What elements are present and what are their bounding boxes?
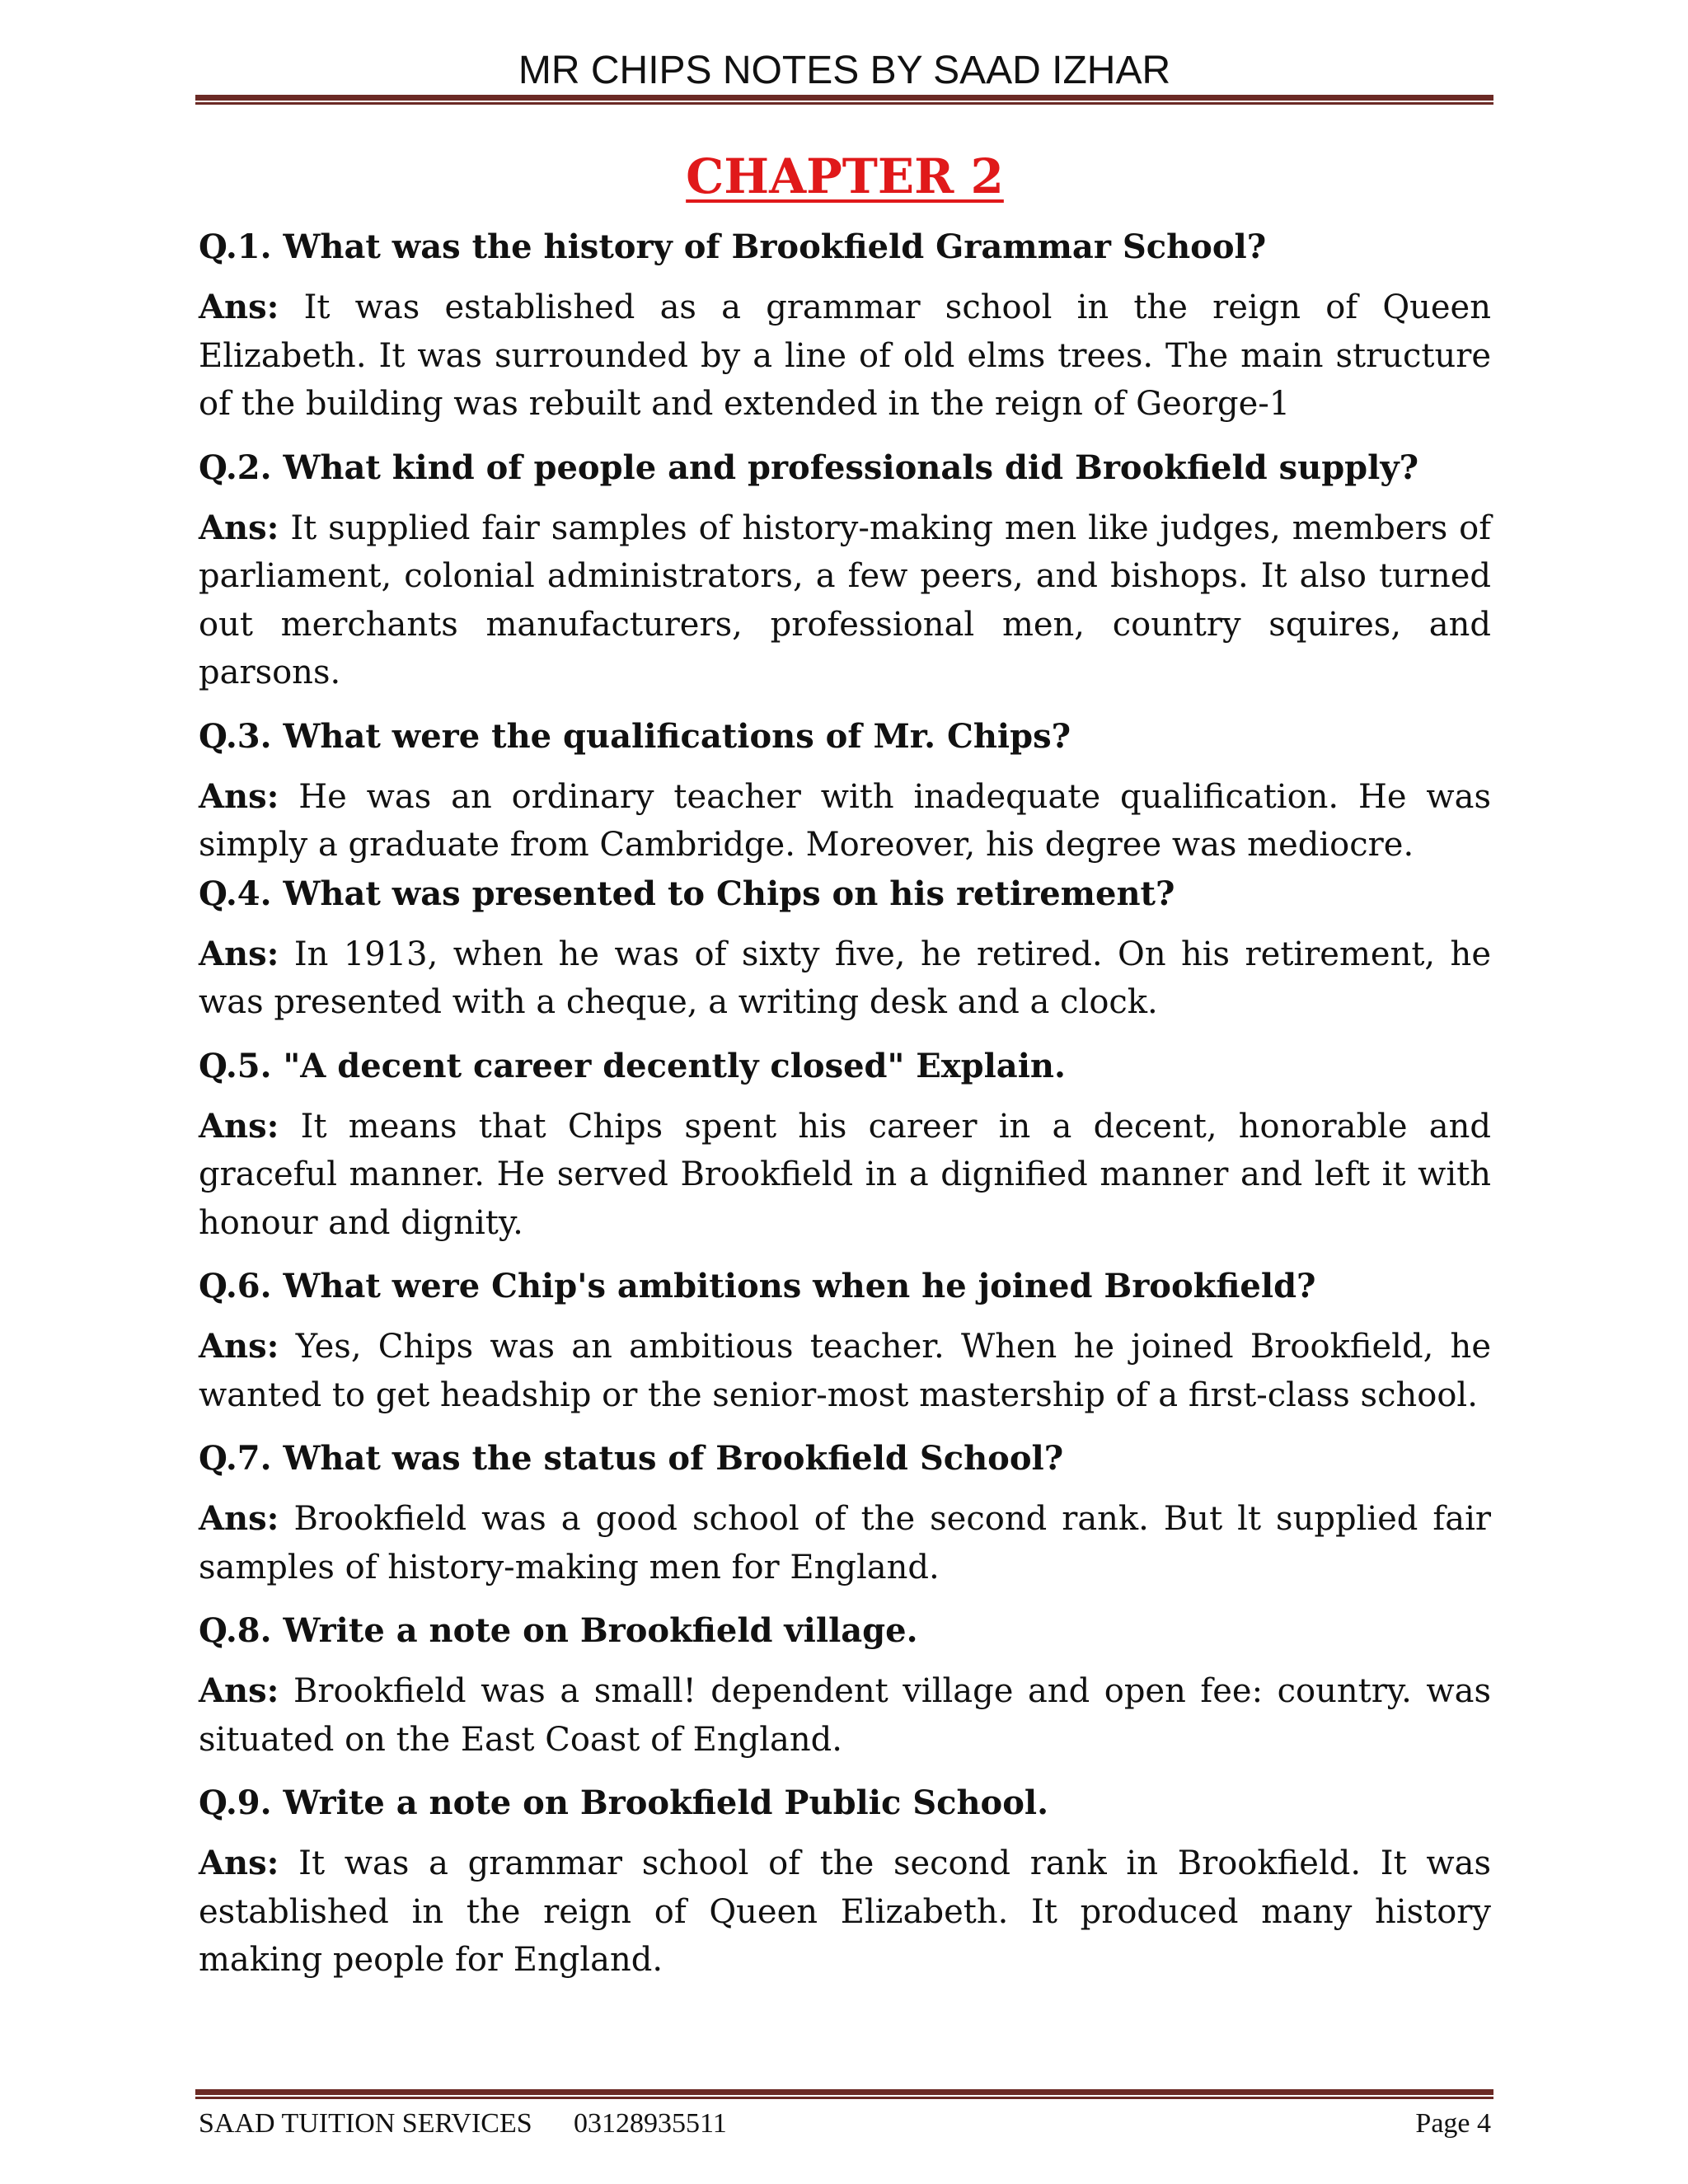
answer-text: In 1913, when he was of sixty five, he retired. On his retirement, he was presented with a cheque, a writing desk and a clock. <box>199 935 1491 1021</box>
footer-divider <box>195 2089 1493 2099</box>
answer-text: It was established as a grammar school in the reign of Queen Elizabeth. It was surrounded by a line of old elms trees. The main structure of the building was rebuilt and extended in the reign of George-1 <box>199 288 1491 423</box>
question-6: Q.6. What were Chip's ambitions when he joined Brookfield? <box>199 1267 1316 1305</box>
qa-item-1 <box>199 223 1491 429</box>
question-2: Q.2. What kind of people and professionals did Brookfield supply? <box>199 448 1418 487</box>
qa-item-4 <box>199 869 1491 1027</box>
answer-3 <box>199 773 1491 869</box>
qa-item-9 <box>199 1779 1491 1985</box>
question-8: Q.8. Write a note on Brookfield village. <box>199 1611 918 1650</box>
question-9: Q.9. Write a note on Brookfield Public School. <box>199 1783 1049 1822</box>
ans-label: Ans: <box>199 1844 279 1882</box>
answer-5 <box>199 1103 1491 1248</box>
page-header-title: MR CHIPS NOTES BY SAAD IZHAR <box>518 49 1171 92</box>
qa-item-7 <box>199 1434 1491 1591</box>
answer-text: He was an ordinary teacher with inadequate qualification. He was simply a graduate from Cambridge. Moreover, his degree was mediocre. <box>199 777 1491 864</box>
answer-6 <box>199 1323 1491 1419</box>
qa-item-5 <box>199 1042 1491 1248</box>
footer-company: SAAD TUITION SERVICES <box>199 2108 532 2139</box>
ans-label: Ans: <box>199 288 279 326</box>
answer-8 <box>199 1667 1491 1764</box>
ans-label: Ans: <box>199 1106 279 1146</box>
footer-page-number: Page 4 <box>1415 2108 1491 2139</box>
document-body <box>199 140 1491 1999</box>
answer-text: Yes, Chips was an ambitious teacher. When he joined Brookfield, he wanted to get headship or the senior-most mastership of a first-class school. <box>199 1328 1491 1414</box>
answer-text: It supplied fair samples of history-making men like judges, members of parliament, colonial administrators, a few peers, and bishops. It also turned out merchants manufacturers, professional men, country squires, and parsons. <box>199 509 1491 691</box>
qa-item-2 <box>199 443 1491 697</box>
answer-1 <box>199 284 1491 429</box>
question-3: Q.3. What were the qualifications of Mr. Chips? <box>199 716 1071 756</box>
page-footer <box>199 2103 1491 2144</box>
answer-text: Brookfield was a small! dependent village and open fee: country. was situated on the East Coast of England. <box>199 1672 1491 1759</box>
ans-label: Ans: <box>199 508 279 547</box>
ans-label: Ans: <box>199 1499 279 1538</box>
answer-text: Brookfield was a good school of the second rank. But lt supplied fair samples of history-making men for England. <box>199 1500 1492 1586</box>
question-7: Q.7. What was the status of Brookfield School? <box>199 1439 1064 1478</box>
answer-text: It was a grammar school of the second rank in Brookfield. It was established in the reign of Queen Elizabeth. It produced many history making people for England. <box>199 1844 1492 1979</box>
qa-item-3 <box>199 712 1491 869</box>
ans-label: Ans: <box>199 934 279 973</box>
question-4: Q.4. What was presented to Chips on his retirement? <box>199 874 1175 913</box>
ans-label: Ans: <box>199 1327 279 1366</box>
question-1: Q.1. What was the history of Brookfield Grammar School? <box>199 227 1267 266</box>
answer-7 <box>199 1495 1491 1591</box>
answer-9 <box>199 1840 1491 1985</box>
chapter-title: CHAPTER 2 <box>686 148 1004 204</box>
ans-label: Ans: <box>199 1671 279 1710</box>
ans-label: Ans: <box>199 776 279 816</box>
qa-item-8 <box>199 1606 1491 1764</box>
question-5: Q.5. "A decent career decently closed" Explain. <box>199 1046 1066 1085</box>
footer-phone: 03128935511 <box>574 2108 727 2139</box>
header-divider <box>195 95 1493 105</box>
answer-2 <box>199 504 1491 697</box>
answer-text: It means that Chips spent his career in a decent, honorable and graceful manner. He served Brookfield in a dignified manner and left it with honour and dignity. <box>199 1107 1491 1242</box>
answer-4 <box>199 930 1491 1027</box>
qa-item-6 <box>199 1262 1491 1419</box>
